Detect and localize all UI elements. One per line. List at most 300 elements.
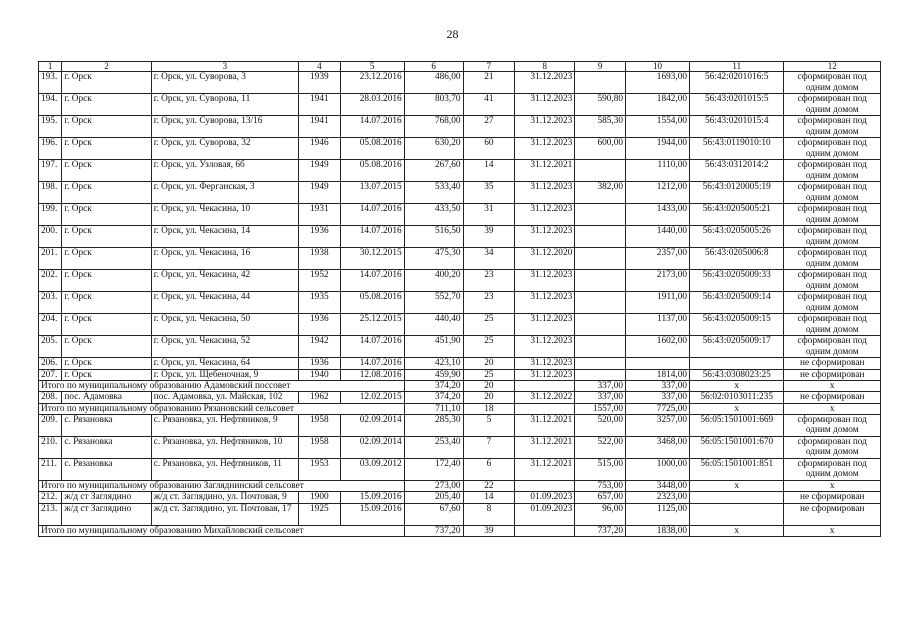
- area-cell: 67,60: [404, 503, 463, 525]
- column10-cell: 3468,00: [626, 436, 690, 458]
- quantity-cell: 60: [463, 138, 515, 160]
- date-cell: 05.08.2016: [340, 160, 404, 182]
- status-cell: сформирован под одним домом: [784, 414, 881, 436]
- column9-cell: 382,00: [575, 182, 626, 204]
- table-row: [39, 458, 881, 480]
- column9-cell: 590,80: [575, 94, 626, 116]
- table-row: [39, 314, 881, 336]
- column10-cell: 1911,00: [626, 292, 690, 314]
- table-row: [39, 160, 881, 182]
- column9-cell: 657,00: [575, 492, 626, 504]
- status-cell: сформирован под одним домом: [784, 314, 881, 336]
- column10-cell: 337,00: [626, 381, 690, 392]
- status-cell: сформирован под одним домом: [784, 292, 881, 314]
- cadastral-number-cell: х: [690, 381, 784, 392]
- deadline-cell: 31.12.2023: [515, 358, 575, 370]
- subtotal-label-cell: Итого по муниципальному образованию Рязановский сельсовет: [39, 403, 405, 414]
- cadastral-number-cell: 56:43:0205009:14: [690, 292, 784, 314]
- column-header-row: [39, 62, 881, 72]
- status-cell: не сформирован: [784, 392, 881, 404]
- table-row: [39, 369, 881, 381]
- area-cell: 737,20: [404, 525, 463, 536]
- column9-cell: 1557,00: [575, 403, 626, 414]
- table-row: [39, 503, 881, 525]
- address-cell: г. Орск, ул. Чекасина, 16: [151, 248, 298, 270]
- table-row: [39, 248, 881, 270]
- column10-cell: 1440,00: [626, 226, 690, 248]
- status-cell: х: [784, 403, 881, 414]
- year-cell: 1952: [299, 270, 341, 292]
- date-cell: 03.09.2012: [340, 458, 404, 480]
- deadline-cell: [515, 480, 575, 491]
- column10-cell: 1693,00: [626, 72, 690, 94]
- year-cell: 1900: [299, 492, 341, 504]
- address-cell: г. Орск, ул. Чекасина, 52: [151, 336, 298, 358]
- date-cell: 05.08.2016: [340, 138, 404, 160]
- year-cell: 1941: [299, 94, 341, 116]
- column9-cell: [575, 226, 626, 248]
- row-number-cell: 206.: [39, 358, 62, 370]
- page-number: 28: [446, 27, 459, 41]
- address-cell: ж/д ст. Заглядино, ул. Почтовая, 17: [151, 503, 298, 525]
- deadline-cell: 01.09.2023: [515, 503, 575, 525]
- settlement-cell: г. Орск: [62, 138, 151, 160]
- deadline-cell: 31.12.2021: [515, 414, 575, 436]
- year-cell: 1949: [299, 182, 341, 204]
- row-number-cell: 197.: [39, 160, 62, 182]
- date-cell: 12.08.2016: [340, 369, 404, 381]
- cadastral-number-cell: 56:05:1501001:670: [690, 436, 784, 458]
- subtotal-row: [39, 525, 881, 536]
- year-cell: 1938: [299, 248, 341, 270]
- status-cell: сформирован под одним домом: [784, 436, 881, 458]
- date-cell: 14.07.2016: [340, 336, 404, 358]
- quantity-cell: 39: [463, 525, 515, 536]
- area-cell: 440,40: [404, 314, 463, 336]
- table-row: [39, 292, 881, 314]
- quantity-cell: 27: [463, 116, 515, 138]
- table-row: [39, 270, 881, 292]
- column9-cell: 337,00: [575, 392, 626, 404]
- status-cell: не сформирован: [784, 492, 881, 504]
- area-cell: 486,00: [404, 72, 463, 94]
- table-row: [39, 358, 881, 370]
- settlement-cell: г. Орск: [62, 369, 151, 381]
- column10-cell: 2323,00: [626, 492, 690, 504]
- table-row: [39, 436, 881, 458]
- column-header: 5: [340, 62, 404, 72]
- column10-cell: 337,00: [626, 392, 690, 404]
- address-cell: г. Орск, ул. Чекасина, 64: [151, 358, 298, 370]
- area-cell: 516,50: [404, 226, 463, 248]
- settlement-cell: г. Орск: [62, 94, 151, 116]
- cadastral-number-cell: 56:43:0201015:5: [690, 94, 784, 116]
- status-cell: сформирован под одним домом: [784, 72, 881, 94]
- row-number-cell: 198.: [39, 182, 62, 204]
- column10-cell: 2173,00: [626, 270, 690, 292]
- deadline-cell: 31.12.2023: [515, 336, 575, 358]
- cadastral-number-cell: 56:43:0312014:2: [690, 160, 784, 182]
- area-cell: 267,60: [404, 160, 463, 182]
- year-cell: 1941: [299, 116, 341, 138]
- area-cell: 533,40: [404, 182, 463, 204]
- table-row: [39, 116, 881, 138]
- deadline-cell: 31.12.2023: [515, 226, 575, 248]
- deadline-cell: 31.12.2023: [515, 270, 575, 292]
- status-cell: х: [784, 381, 881, 392]
- area-cell: 552,70: [404, 292, 463, 314]
- year-cell: 1931: [299, 204, 341, 226]
- quantity-cell: 22: [463, 480, 515, 491]
- area-cell: 253,40: [404, 436, 463, 458]
- date-cell: 13.07.2015: [340, 182, 404, 204]
- date-cell: 02.09.2014: [340, 414, 404, 436]
- column-header: 1: [39, 62, 62, 72]
- quantity-cell: 35: [463, 182, 515, 204]
- quantity-cell: 21: [463, 72, 515, 94]
- year-cell: 1925: [299, 503, 341, 525]
- quantity-cell: 23: [463, 270, 515, 292]
- cadastral-number-cell: [690, 492, 784, 504]
- settlement-cell: пос. Адамовка: [62, 392, 151, 404]
- area-cell: 285,30: [404, 414, 463, 436]
- cadastral-number-cell: 56:43:0205009:17: [690, 336, 784, 358]
- column10-cell: 1602,00: [626, 336, 690, 358]
- date-cell: 15.09.2016: [340, 492, 404, 504]
- deadline-cell: 31.12.2023: [515, 314, 575, 336]
- address-cell: с. Рязановка, ул. Нефтяников, 10: [151, 436, 298, 458]
- deadline-cell: 31.12.2023: [515, 94, 575, 116]
- date-cell: 28.03.2016: [340, 94, 404, 116]
- column-header: 11: [690, 62, 784, 72]
- cadastral-number-cell: 56:02:0103011:235: [690, 392, 784, 404]
- date-cell: 30.12.2015: [340, 248, 404, 270]
- status-cell: сформирован под одним домом: [784, 204, 881, 226]
- date-cell: 14.07.2016: [340, 270, 404, 292]
- area-cell: 630,20: [404, 138, 463, 160]
- settlement-cell: г. Орск: [62, 226, 151, 248]
- date-cell: 23.12.2016: [340, 72, 404, 94]
- date-cell: 14.07.2016: [340, 226, 404, 248]
- column9-cell: 515,00: [575, 458, 626, 480]
- address-cell: г. Орск, ул. Суворова, 3: [151, 72, 298, 94]
- table-row: [39, 336, 881, 358]
- deadline-cell: 31.12.2023: [515, 204, 575, 226]
- status-cell: сформирован под одним домом: [784, 226, 881, 248]
- column9-cell: [575, 72, 626, 94]
- deadline-cell: 31.12.2020: [515, 248, 575, 270]
- cadastral-number-cell: 56:43:0205009:33: [690, 270, 784, 292]
- table-row: [39, 204, 881, 226]
- column-header: 8: [515, 62, 575, 72]
- area-cell: 423,10: [404, 358, 463, 370]
- cadastral-number-cell: 56:42:0201016:5: [690, 72, 784, 94]
- column9-cell: [575, 292, 626, 314]
- status-cell: сформирован под одним домом: [784, 336, 881, 358]
- column9-cell: 737,20: [575, 525, 626, 536]
- year-cell: 1936: [299, 314, 341, 336]
- row-number-cell: 196.: [39, 138, 62, 160]
- column9-cell: [575, 270, 626, 292]
- area-cell: 459,90: [404, 369, 463, 381]
- status-cell: сформирован под одним домом: [784, 270, 881, 292]
- cadastral-number-cell: х: [690, 480, 784, 491]
- status-cell: сформирован под одним домом: [784, 182, 881, 204]
- subtotal-row: [39, 403, 881, 414]
- column-header: 3: [151, 62, 298, 72]
- year-cell: 1936: [299, 226, 341, 248]
- deadline-cell: 31.12.2021: [515, 160, 575, 182]
- column9-cell: 520,00: [575, 414, 626, 436]
- deadline-cell: 31.12.2023: [515, 182, 575, 204]
- subtotal-label-cell: Итого по муниципальному образованию Адамовский поссовет: [39, 381, 405, 392]
- quantity-cell: 34: [463, 248, 515, 270]
- settlement-cell: г. Орск: [62, 160, 151, 182]
- quantity-cell: 25: [463, 369, 515, 381]
- status-cell: сформирован под одним домом: [784, 138, 881, 160]
- settlement-cell: г. Орск: [62, 292, 151, 314]
- column9-cell: 600,00: [575, 138, 626, 160]
- row-number-cell: 202.: [39, 270, 62, 292]
- table-row: [39, 226, 881, 248]
- row-number-cell: 211.: [39, 458, 62, 480]
- status-cell: х: [784, 525, 881, 536]
- deadline-cell: 31.12.2023: [515, 116, 575, 138]
- column9-cell: [575, 314, 626, 336]
- address-cell: г. Орск, ул. Суворова, 32: [151, 138, 298, 160]
- table-row: [39, 94, 881, 116]
- address-cell: г. Орск, ул. Чекасина, 10: [151, 204, 298, 226]
- table-row: [39, 414, 881, 436]
- column-header: 9: [575, 62, 626, 72]
- table-row: [39, 182, 881, 204]
- cadastral-number-cell: [690, 358, 784, 370]
- deadline-cell: 31.12.2022: [515, 392, 575, 404]
- row-number-cell: 203.: [39, 292, 62, 314]
- year-cell: 1939: [299, 72, 341, 94]
- table-row: [39, 138, 881, 160]
- cadastral-number-cell: х: [690, 525, 784, 536]
- area-cell: 768,00: [404, 116, 463, 138]
- row-number-cell: 212.: [39, 492, 62, 504]
- year-cell: 1935: [299, 292, 341, 314]
- settlement-cell: с. Рязановка: [62, 436, 151, 458]
- area-cell: 374,20: [404, 381, 463, 392]
- column9-cell: 753,00: [575, 480, 626, 491]
- cadastral-number-cell: 56:05:1501001:851: [690, 458, 784, 480]
- deadline-cell: 31.12.2021: [515, 458, 575, 480]
- address-cell: с. Рязановка, ул. Нефтяников, 9: [151, 414, 298, 436]
- area-cell: 374,20: [404, 392, 463, 404]
- column9-cell: [575, 358, 626, 370]
- table-row: [39, 392, 881, 404]
- address-cell: г. Орск, ул. Суворова, 13/16: [151, 116, 298, 138]
- area-cell: 803,70: [404, 94, 463, 116]
- deadline-cell: [515, 403, 575, 414]
- year-cell: 1942: [299, 336, 341, 358]
- cadastral-number-cell: 56:43:0205006:8: [690, 248, 784, 270]
- subtotal-row: [39, 381, 881, 392]
- settlement-cell: г. Орск: [62, 182, 151, 204]
- address-cell: г. Орск, ул. Чекасина, 42: [151, 270, 298, 292]
- column10-cell: 1814,00: [626, 369, 690, 381]
- column9-cell: [575, 369, 626, 381]
- row-number-cell: 210.: [39, 436, 62, 458]
- subtotal-row: [39, 480, 881, 491]
- quantity-cell: 18: [463, 403, 515, 414]
- column10-cell: 1554,00: [626, 116, 690, 138]
- address-cell: г. Орск, ул. Ферганская, 3: [151, 182, 298, 204]
- column-header: 12: [784, 62, 881, 72]
- cadastral-number-cell: 56:43:0205009:15: [690, 314, 784, 336]
- cadastral-number-cell: 56:43:0120005:19: [690, 182, 784, 204]
- column9-cell: [575, 204, 626, 226]
- status-cell: не сформирован: [784, 503, 881, 525]
- deadline-cell: 31.12.2023: [515, 138, 575, 160]
- settlement-cell: г. Орск: [62, 270, 151, 292]
- cadastral-number-cell: 56:05:1501001:669: [690, 414, 784, 436]
- column10-cell: 1110,00: [626, 160, 690, 182]
- address-cell: пос. Адамовка, ул. Майская, 102: [151, 392, 298, 404]
- quantity-cell: 20: [463, 392, 515, 404]
- column-header: 2: [62, 62, 151, 72]
- quantity-cell: 25: [463, 314, 515, 336]
- table-row: [39, 492, 881, 504]
- column9-cell: 522,00: [575, 436, 626, 458]
- quantity-cell: 8: [463, 503, 515, 525]
- column10-cell: [626, 358, 690, 370]
- status-cell: сформирован под одним домом: [784, 116, 881, 138]
- row-number-cell: 207.: [39, 369, 62, 381]
- column10-cell: 3448,00: [626, 480, 690, 491]
- quantity-cell: 39: [463, 226, 515, 248]
- row-number-cell: 209.: [39, 414, 62, 436]
- quantity-cell: 14: [463, 492, 515, 504]
- cadastral-number-cell: х: [690, 403, 784, 414]
- date-cell: 15.09.2016: [340, 503, 404, 525]
- row-number-cell: 194.: [39, 94, 62, 116]
- settlement-cell: г. Орск: [62, 204, 151, 226]
- deadline-cell: 31.12.2021: [515, 436, 575, 458]
- date-cell: 14.07.2016: [340, 116, 404, 138]
- row-number-cell: 200.: [39, 226, 62, 248]
- settlement-cell: г. Орск: [62, 248, 151, 270]
- column-header: 4: [299, 62, 341, 72]
- date-cell: 25.12.2015: [340, 314, 404, 336]
- column10-cell: 2357,00: [626, 248, 690, 270]
- column9-cell: [575, 336, 626, 358]
- column-header: 6: [404, 62, 463, 72]
- deadline-cell: 31.12.2023: [515, 72, 575, 94]
- year-cell: 1962: [299, 392, 341, 404]
- quantity-cell: 20: [463, 381, 515, 392]
- column10-cell: 1433,00: [626, 204, 690, 226]
- cadastral-number-cell: 56:43:0205005:21: [690, 204, 784, 226]
- column10-cell: 1212,00: [626, 182, 690, 204]
- column9-cell: 337,00: [575, 381, 626, 392]
- area-cell: 451,90: [404, 336, 463, 358]
- status-cell: не сформирован: [784, 358, 881, 370]
- deadline-cell: [515, 381, 575, 392]
- column9-cell: [575, 248, 626, 270]
- quantity-cell: 14: [463, 160, 515, 182]
- date-cell: 14.07.2016: [340, 358, 404, 370]
- quantity-cell: 23: [463, 292, 515, 314]
- quantity-cell: 20: [463, 358, 515, 370]
- column9-cell: [575, 160, 626, 182]
- column-header: 10: [626, 62, 690, 72]
- address-cell: г. Орск, ул. Чекасина, 44: [151, 292, 298, 314]
- row-number-cell: 201.: [39, 248, 62, 270]
- date-cell: 12.02.2015: [340, 392, 404, 404]
- status-cell: сформирован под одним домом: [784, 94, 881, 116]
- deadline-cell: 01.09.2023: [515, 492, 575, 504]
- status-cell: сформирован под одним домом: [784, 160, 881, 182]
- quantity-cell: 7: [463, 436, 515, 458]
- column10-cell: 7725,00: [626, 403, 690, 414]
- cadastral-number-cell: 56:43:0308023:25: [690, 369, 784, 381]
- quantity-cell: 5: [463, 414, 515, 436]
- subtotal-label-cell: Итого по муниципальному образованию Михайловский сельсовет: [39, 525, 405, 536]
- row-number-cell: 208.: [39, 392, 62, 404]
- area-cell: 711,10: [404, 403, 463, 414]
- row-number-cell: 199.: [39, 204, 62, 226]
- area-cell: 400,20: [404, 270, 463, 292]
- address-cell: с. Рязановка, ул. Нефтяников, 11: [151, 458, 298, 480]
- area-cell: 273,00: [404, 480, 463, 491]
- year-cell: 1936: [299, 358, 341, 370]
- quantity-cell: 31: [463, 204, 515, 226]
- settlement-cell: с. Рязановка: [62, 458, 151, 480]
- quantity-cell: 25: [463, 336, 515, 358]
- address-cell: г. Орск, ул. Чекасина, 50: [151, 314, 298, 336]
- year-cell: 1949: [299, 160, 341, 182]
- row-number-cell: 205.: [39, 336, 62, 358]
- column10-cell: 1000,00: [626, 458, 690, 480]
- settlement-cell: г. Орск: [62, 358, 151, 370]
- date-cell: 02.09.2014: [340, 436, 404, 458]
- column10-cell: 1137,00: [626, 314, 690, 336]
- settlement-cell: г. Орск: [62, 116, 151, 138]
- address-cell: г. Орск, ул. Узловая, 6б: [151, 160, 298, 182]
- settlement-cell: ж/д ст Заглядино: [62, 492, 151, 504]
- row-number-cell: 193.: [39, 72, 62, 94]
- subtotal-label-cell: Итого по муниципальному образованию Загляднинский сельсовет: [39, 480, 405, 491]
- status-cell: х: [784, 480, 881, 491]
- settlement-cell: ж/д ст Заглядино: [62, 503, 151, 525]
- deadline-cell: 31.12.2023: [515, 292, 575, 314]
- year-cell: 1958: [299, 436, 341, 458]
- deadline-cell: [515, 525, 575, 536]
- column10-cell: 3257,00: [626, 414, 690, 436]
- housing-register-table: [38, 61, 881, 537]
- area-cell: 172,40: [404, 458, 463, 480]
- deadline-cell: 31.12.2023: [515, 369, 575, 381]
- row-number-cell: 195.: [39, 116, 62, 138]
- quantity-cell: 41: [463, 94, 515, 116]
- cadastral-number-cell: 56:43:0205005:26: [690, 226, 784, 248]
- quantity-cell: 6: [463, 458, 515, 480]
- settlement-cell: г. Орск: [62, 314, 151, 336]
- column-header: 7: [463, 62, 515, 72]
- address-cell: г. Орск, ул. Щебеночная, 9: [151, 369, 298, 381]
- date-cell: 14.07.2016: [340, 204, 404, 226]
- year-cell: 1940: [299, 369, 341, 381]
- address-cell: г. Орск, ул. Суворова, 11: [151, 94, 298, 116]
- column10-cell: 1838,00: [626, 525, 690, 536]
- year-cell: 1958: [299, 414, 341, 436]
- column9-cell: 96,00: [575, 503, 626, 525]
